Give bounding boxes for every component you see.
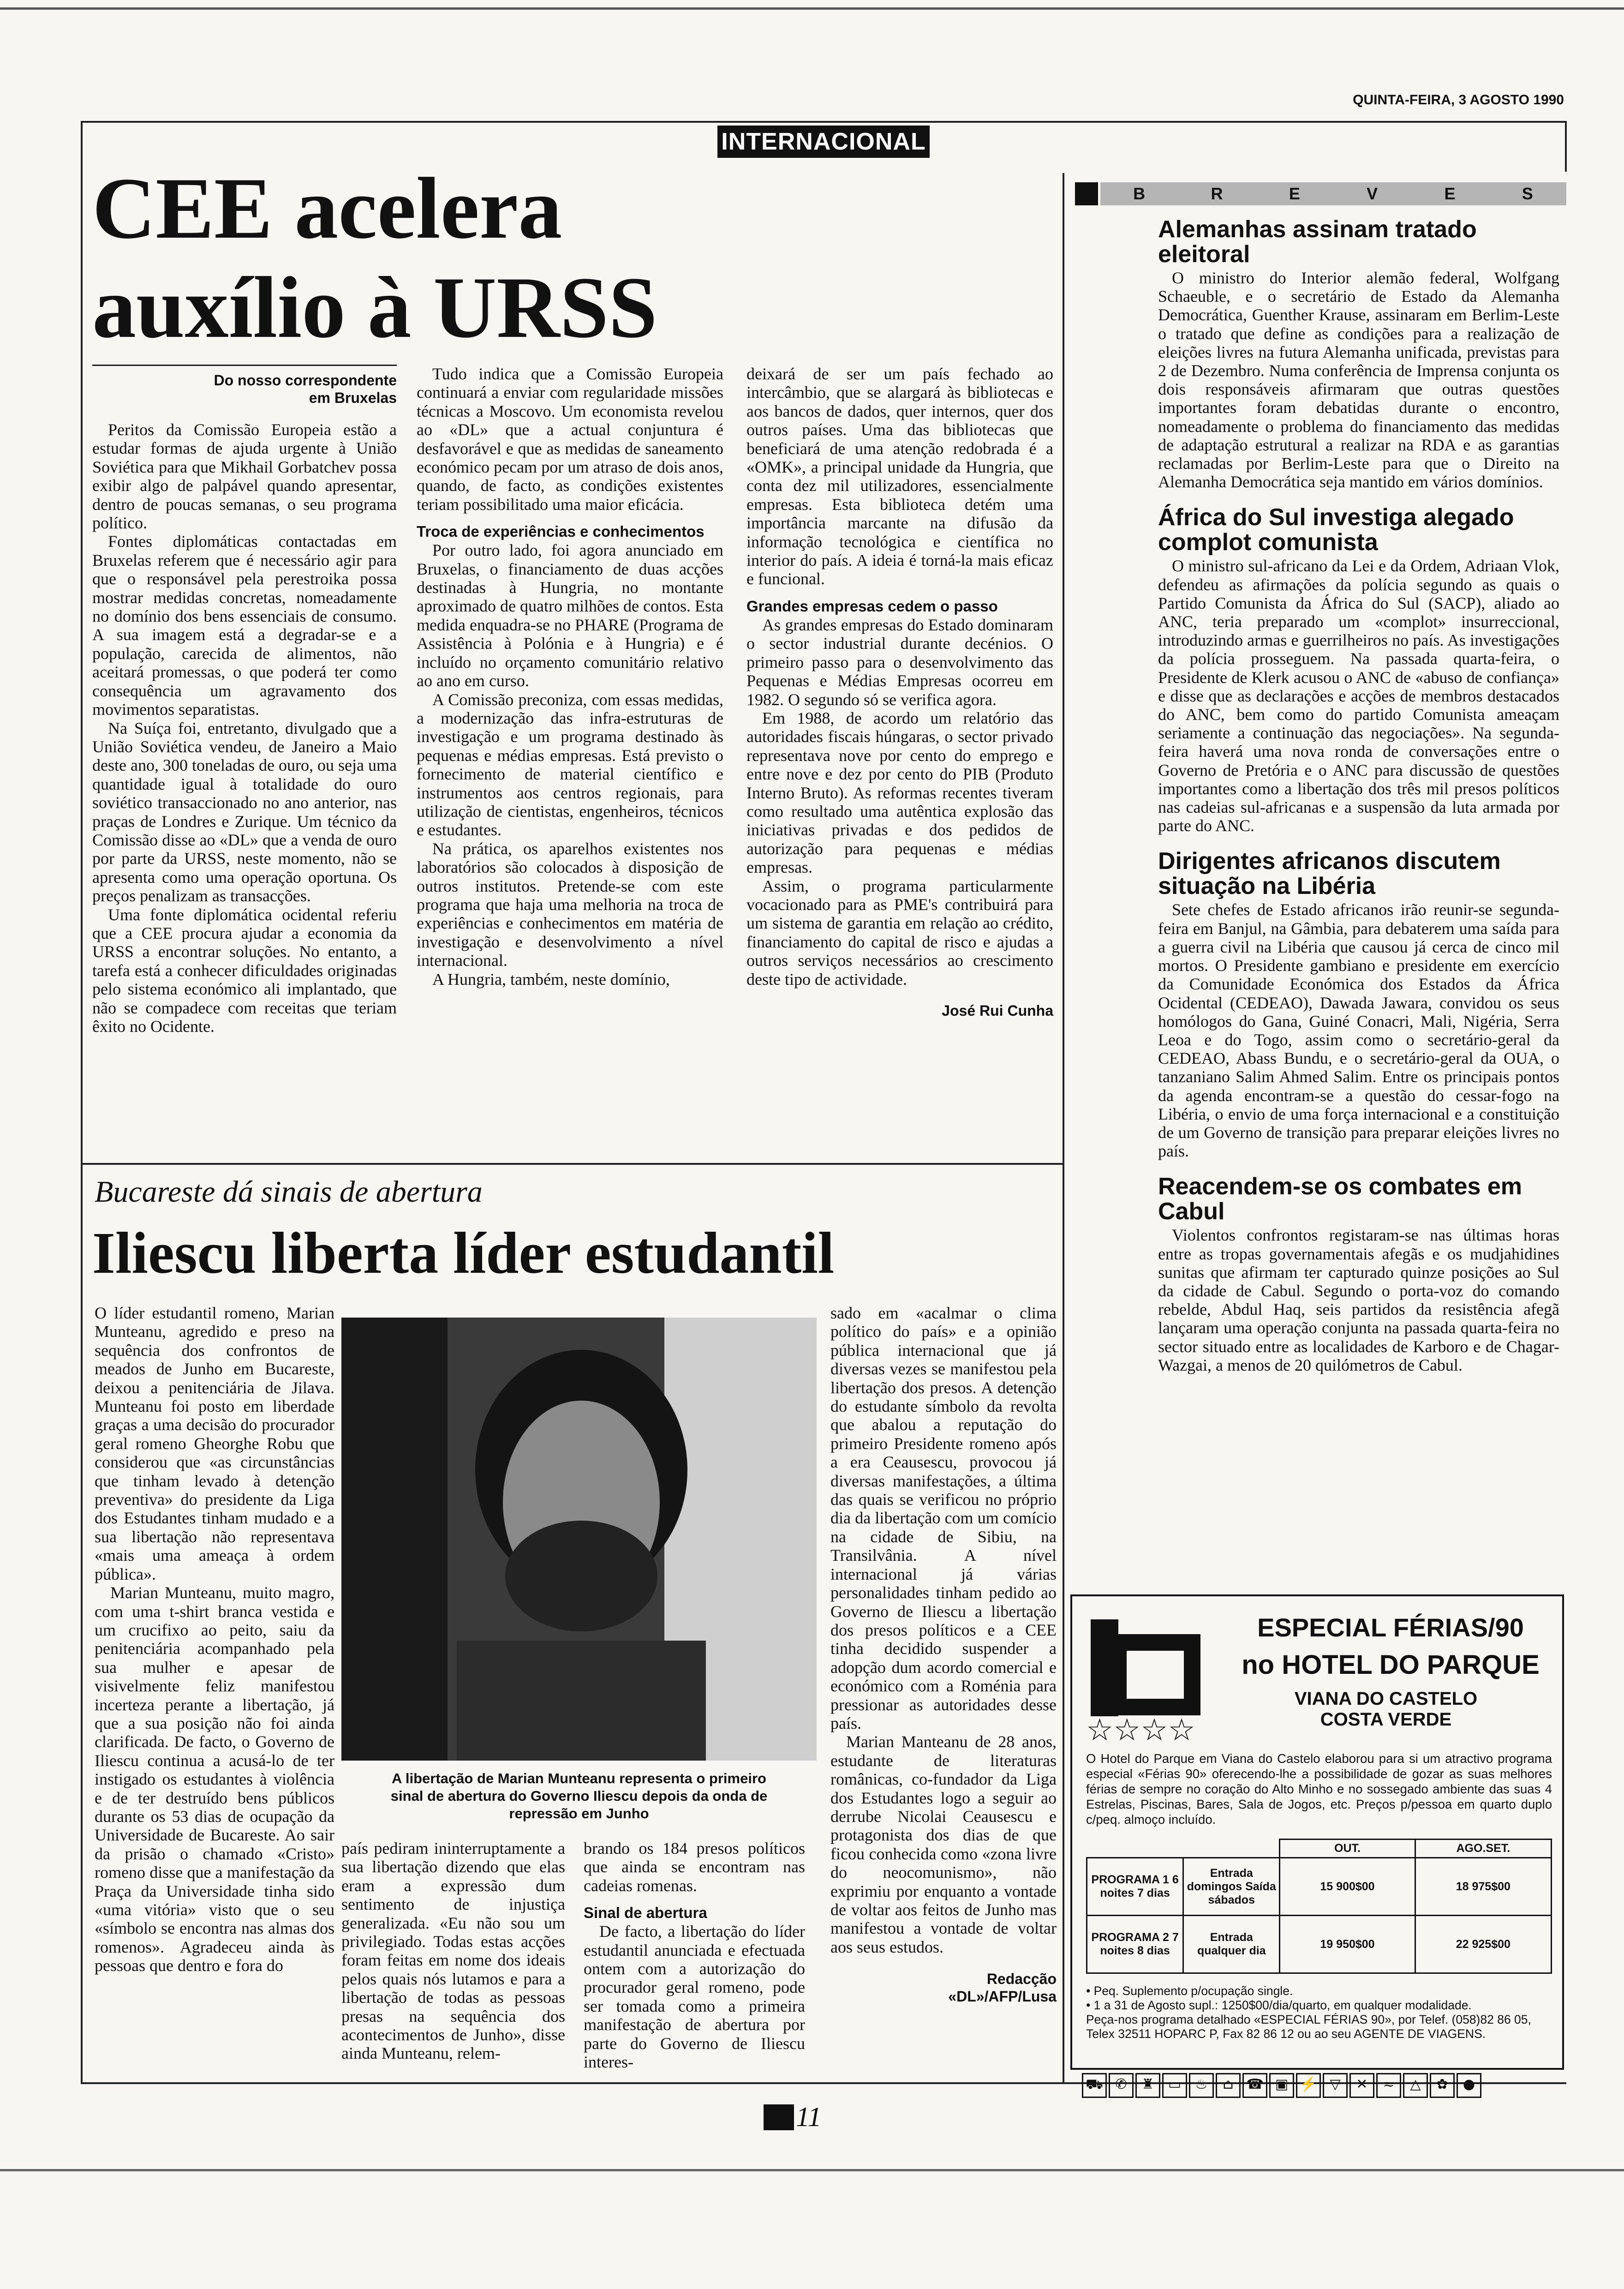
table-row xyxy=(1087,1858,1552,1916)
left-column-divider xyxy=(1063,173,1064,2084)
telephone-icon: ☎ xyxy=(1242,2073,1267,2098)
paragraph: Na Suíça foi, entretanto, divulgado que a União Soviética vendeu, de Janeiro a Maio deste ano, 300 toneladas de ouro, ou seja uma quantidade igual à totalidade do ouro soviético transaccionado no ano anterior, nas praças de Londres e Zurique. Um técnico da Comissão disse ao «DL» que a venda de ouro por parte da URSS, neste momento, não se apresenta como uma operação oportuna. Os preços penalizam as transacções. xyxy=(92,719,397,905)
wine-icon: ▽ xyxy=(1323,2073,1348,2098)
restaurant-icon: ⌂ xyxy=(1216,2073,1241,2098)
signature: José Rui Cunha xyxy=(942,1002,1053,1019)
byline-line-1: Do nosso correspondente xyxy=(214,372,397,389)
laundry-icon: ✿ xyxy=(1430,2073,1455,2098)
table-header: AGO.SET. xyxy=(1415,1840,1551,1858)
breves-letter: V xyxy=(1367,184,1378,203)
bath-icon: ♨ xyxy=(1189,2073,1214,2098)
subhead: Sinal de abertura xyxy=(584,1904,707,1922)
second-story-col-2 xyxy=(341,1839,565,2097)
entry-cell: Entrada domingos Saída sábados xyxy=(1183,1858,1280,1916)
voltage-icon: ⚡ xyxy=(1296,2073,1321,2098)
ad-note: • 1 a 31 de Agosto supl.: 1250$00/dia/quarto, em qualquer modalidade. xyxy=(1086,1998,1472,2012)
frame-right xyxy=(1565,121,1567,172)
second-story-col-3 xyxy=(584,1839,805,2097)
price-table xyxy=(1086,1839,1552,1974)
breves-square xyxy=(1075,182,1098,205)
paragraph: Por outro lado, foi agora anunciado em Bruxelas, o financiamento de duas acções destinadas à Hungria, no montante aproximado de quatro milhões de contos. Esta medida enquadra-se no PHARE (Programa de Assistência à Polónia e à Hungria) e é incluído no orçamento comunitário relativo ao ano em curso. xyxy=(417,541,723,690)
paragraph: De facto, a libertação do líder estudantil anunciada e efectuada ontem com a autorização do procurador geral romeno, pode ser tomada como a primeira manifestação de abertura por parte do Governo de Iliescu interes- xyxy=(584,1922,805,2072)
second-story-col-4 xyxy=(830,1304,1057,2097)
signature xyxy=(830,1970,1057,2005)
tv-set-icon: ▣ xyxy=(1269,2073,1294,2098)
paragraph: país pediram ininterruptamente a sua libertação dizendo que elas eram a expressão dum sentimento de injustiça generalizada. «Eu não sou um privilegiado. Todas estas acções foram feitas em nome dos ideais pelos quais nós lutamos e para a libertação de todas as pessoas presas na sequência dos acontecimentos de Junho», disse ainda Munteanu, relem- xyxy=(341,1839,565,2063)
breves-letter: S xyxy=(1522,184,1533,203)
main-headline xyxy=(92,159,784,358)
paragraph: Peritos da Comissão Europeia estão a estudar formas de ajuda urgente à União Soviética para que Mikhail Gorbatchev possa exibir algo de palpável quando apresentar, dentro de poucas semanas, o seu programa político. xyxy=(92,420,397,533)
table-row xyxy=(1087,1916,1552,1973)
photo-caption: A libertação de Marian Munteanu representa o primeiro sinal de abertura do Governo Iliescu depois da onda de repressão em Junho xyxy=(390,1770,768,1822)
breves-letter: E xyxy=(1289,184,1300,203)
paragraph: Fontes diplomáticas contactadas em Bruxelas referem que é necessário agir para que o responsável pela perestroika possa mostrar medidas concretas, nomeadamente no domínio dos bens essenciais de consumo. A sua imagem está a degradar-se e a população, carecida de alimentos, não aceitará promessas, o que poderá ter como consequência um agravamento dos movimentos separatistas. xyxy=(92,532,397,719)
paragraph: As grandes empresas do Estado dominaram o sector industrial durante decénios. O primeiro passo para o desenvolvimento das Pequenas e Médias Empresas ocorreu em 1982. O segundo só se verifica agora. xyxy=(746,615,1053,709)
headline-line-2: auxílio à URSS xyxy=(92,259,657,356)
main-story-col-1 xyxy=(92,372,397,1142)
section-label: INTERNACIONAL xyxy=(717,126,930,158)
brief-title: Dirigentes africanos discutem situação na Libéria xyxy=(1158,848,1501,900)
paragraph: sado em «acalmar o clima político do país» e a opinião pública internacional que já diversas vezes se manifestou pela libertação dos presos. A detenção do estudante símbolo da revolta que abalou a reputação do primeiro Presidente romeno após a era Ceausescu, provocou já diversas manifestações, a última das quais se verificou no próprio dia da libertação com um comício na cidade de Sibiu, na Transilvânia. A nível internacional já várias personalidades tinham pedido ao Governo de Iliescu a libertação dos presos políticos e a CEE tinha decidido suspender a adopção dum acordo comercial e económico com a Roménia para pressionar as autoridades desse país. xyxy=(830,1304,1057,1732)
amenity-icons xyxy=(1082,2073,1571,2101)
subhead: Troca de experiências e conhecimentos xyxy=(417,523,705,540)
phone-icon: ✆ xyxy=(1109,2073,1134,2098)
ad-hotel: no HOTEL DO PARQUE xyxy=(1242,1650,1540,1680)
price-out-cell: 19 950$00 xyxy=(1280,1916,1415,1973)
story-divider xyxy=(81,1163,1063,1165)
paragraph: deixará de ser um país fechado ao intercâmbio, que se alargará às bibliotecas e aos bancos de dados, quer internos, quer dos outros países. Uma das bibliotecas que beneficiará de uma atenção redobrada é a «OMK», a principal unidade da Hungria, que conta dez mil utilizadores, essencialmente empresas. Esta biblioteca detém uma importância marcante na difusão da informação tecnológica e científica no interior do país. A ideia é torná-la mais eficaz e funcional. xyxy=(746,365,1053,588)
hotel-ad xyxy=(1070,1594,1564,2070)
signature-line-1: Redacção xyxy=(986,1971,1057,1988)
frame-top xyxy=(81,121,1566,123)
brief-item xyxy=(1158,1174,1559,1374)
subhead: Grandes empresas cedem o passo xyxy=(746,597,998,615)
second-headline: Iliescu liberta líder estudantil xyxy=(92,1220,835,1286)
breves-letter: R xyxy=(1211,184,1223,203)
breves-column xyxy=(1158,217,1559,1583)
ad-title: ESPECIAL FÉRIAS/90 xyxy=(1257,1613,1524,1642)
paragraph: Uma fonte diplomática ocidental referiu que a CEE procura ajudar a economia da URSS a encontrar soluções. No entanto, a tarefa está a conhecer dificuldades originadas pelo sistema económico ali implantado, que não se compadece com receitas que teriam êxito no Ocidente. xyxy=(92,905,397,1036)
dl-logo xyxy=(764,2104,794,2130)
ad-note: Peça-nos programa detalhado «ESPECIAL FÉRIAS 90», por Telef. (058)82 86 05, Telex 32511 HOPARC P, Fax 82 86 12 ou ao seu AGENTE DE VIAGENS. xyxy=(1086,2013,1531,2041)
frame-left xyxy=(81,121,83,2082)
paragraph: Marian Manteanu de 28 anos, estudante de literaturas românicas, co-fundador da Liga dos Estudantes logo a seguir ao derrube Nicolai Ceausescu e protagonista dos dias de que ficou conhecida como «zona livre do neocomunismo», não exprimiu por enquanto a vontade de voltar aos feitos de Junho mas manifestou a vontade de voltar aos seus estudos. xyxy=(830,1732,1057,1956)
second-kicker: Bucareste dá sinais de abertura xyxy=(95,1175,483,1209)
munteanu-photo xyxy=(341,1318,817,1761)
byline-line-2: em Bruxelas xyxy=(309,389,397,406)
breves-letter: B xyxy=(1133,184,1146,203)
signature-line-2: «DL»/AFP/Lusa xyxy=(948,1988,1057,2005)
entry-cell: Entrada qualquer dia xyxy=(1183,1916,1280,1973)
table-header: OUT. xyxy=(1280,1840,1415,1858)
no-smoking-icon: ✕ xyxy=(1349,2073,1374,2098)
table-header xyxy=(1183,1840,1280,1858)
brief-body: O ministro sul-africano da Lei e da Ordem, Adriaan Vlok, defendeu as afirmações da polícia segundo as quais o Partido Comunista da África do Sul (SACP), aliado ao ANC, teria preparado um «complot» insurreccional, introduzindo armas e guerrilheiros no país. As investigações da polícia prosseguem. Na passada quarta-feira, o Presidente de Klerk acusou o ANC de «abuso de confiança» e disse que as declarações e acções de membros destacados do ANC, bem como do partido Comunista ameaçam seriamente a continuação das negociações». Na segunda-feira haverá uma nova ronda de conversações entre o Governo de Pretória e o ANC para discussão de questões importantes como a libertação dos três mil presos políticos nas cadeias sul-africanas e a suspensão da luta armada por parte do ANC. xyxy=(1158,557,1559,835)
ad-intro: O Hotel do Parque em Viana do Castelo elaborou para si um atractivo programa especial «Férias 90» oferecendo-lhe a possibilidade de gozar as suas melhores férias de sempre no coração do Alto Minho e no sossegado ambiente das suas 4 Estrelas, Piscinas, Bares, Sala de Jogos, etc. Preços p/pessoa em quarto duplo c/peq. almoço incluído. xyxy=(1086,1751,1552,1827)
program-cell: PROGRAMA 2 7 noites 8 dias xyxy=(1087,1916,1183,1973)
brief-title: Alemanhas assinam tratado eleitoral xyxy=(1158,216,1477,268)
paragraph: A Comissão preconiza, com essas medidas, a modernização das infra-estruturas de investigação e um programa destinado às pequenas e médias empresas. Está previsto o fornecimento de material científico e instrumentos aos centros regionais, para utilização de cientistas, engenheiros, técnicos e estudantes. xyxy=(417,690,723,839)
brief-body: O ministro do Interior alemão federal, Wolfgang Schaeuble, e o secretário de Estado da Alemanha Democrática, Guenther Krause, assinaram em Berlim-Leste o tratado que define as condições para a realização de eleições livres na futura Alemanha unificada, previstas para 2 de Dezembro. Numa conferência de Imprensa conjunta os dois responsáveis afirmaram que outras questões importantes foram debatidas durante o encontro, nomeadamente o problema do financiamento das medidas de adaptação estrutural a realizar na RDA e as garantias reclamadas por Berlim-Leste para que o Direito na Alemanha Democrática seja mantido em vários domínios. xyxy=(1158,269,1559,491)
top-border xyxy=(0,7,1624,10)
program-cell: PROGRAMA 1 6 noites 7 dias xyxy=(1087,1858,1183,1916)
tv-icon: ▭ xyxy=(1162,2073,1187,2098)
hairdryer-icon: △ xyxy=(1403,2073,1428,2098)
breves-bar xyxy=(1100,182,1566,205)
paragraph: O líder estudantil romeno, Marian Munteanu, agredido e preso na sequência dos confrontos de meados de Junho em Bucareste, deixou a penitenciária de Jilava. Munteanu foi posto em liberdade graças a uma decisão do procurador geral romeno Gheorghe Robu que considerou que «as circunstâncias que tinham levado à detenção preventiva» do presidente da Liga dos Estudantes tinham mudado e a sua libertação não representava «mais uma ameaça à ordem pública». xyxy=(95,1304,334,1583)
paragraph: A Hungria, também, neste domínio, xyxy=(432,970,670,989)
ad-note: • Peq. Suplemento p/ocupação single. xyxy=(1086,1984,1293,1998)
brief-item xyxy=(1158,217,1559,491)
breves-letter: E xyxy=(1444,184,1456,203)
main-story-col-3 xyxy=(746,365,1053,1144)
paragraph: Tudo indica que a Comissão Europeia continuará a enviar com regularidade missões técnicas a Moscovo. Um economista revelou ao «DL» que a actual conjuntura é desfavorável e que as medidas de saneamento económico pecam por um atraso de dois anos, quando, de facto, as condições existentes teriam possibilitado uma maior eficácia. xyxy=(417,365,723,514)
table-header xyxy=(1087,1840,1183,1858)
brief-item xyxy=(1158,505,1559,835)
paragraph: Em 1988, de acordo um relatório das autoridades fiscais húngaras, o sector privado representava nove por cento do emprego e entre nove e dez por cento do PIB (Produto Interno Bruto). As reformas recentes tiveram como resultado uma autêntica explosão das iniciativas privadas e dos pedidos de autorização para pequenas e médias empresas. xyxy=(746,708,1053,877)
brief-body: Sete chefes de Estado africanos irão reunir-se segunda-feira em Banjul, na Gâmbia, para debaterem uma saída para a guerra civil na Libéria que causou já cerca de cinco mil mortos. O Presidente gambiano e presidente em exercício da Comunidade Económica dos Estados da África Ocidental (CEDEAO), Dawada Jawara, convidou os seus homólogos do Gana, Guiné Conacri, Mali, Nigéria, Serra Leoa e do Togo, assim como o secretário-geral da CEDEAO, Abass Bundu, e o secretário-geral da OUA, o tanzaniano Salim Ahmed Salim. Entre os principais pontos da agenda encontram-se a questão do cessar-fogo na Libéria, o envio de uma força internacional e a constituição de um Governo de transição para preparar eleições livres no país. xyxy=(1158,900,1559,1161)
headline-rule xyxy=(92,365,397,366)
star-rating: ☆☆☆☆ xyxy=(1086,1712,1195,1748)
pool-icon: ≈ xyxy=(1376,2073,1401,2098)
second-story-col-1 xyxy=(95,1304,334,2102)
brief-item xyxy=(1158,849,1559,1160)
page-date: QUINTA-FEIRA, 3 AGOSTO 1990 xyxy=(1353,92,1564,108)
price-agoset-cell: 18 975$00 xyxy=(1415,1858,1551,1916)
paragraph: Na prática, os aparelhos existentes nos laboratórios são colocados à disposição de outros institutos. Pretende-se com este programa que haja uma melhoria na troca de experiências e conhecimentos em matéria de investigação e desenvolvimento a nível internacional. xyxy=(417,839,723,970)
bar-icon: ♜ xyxy=(1135,2073,1160,2098)
brief-body: Violentos confrontos registaram-se nas últimas horas entre as tropas governamentais afegãs e os mudjahidines sunitas que afirmam ter capturado quinze posições ao Sul da cidade de Cabul. Segundo o porta-voz do comando rebelde, Abdul Haq, seis partidos da resistência afegã lançaram uma operação conjunta na passada quarta-feira no sector situado entre as localidades de Karboro e de Chagar-Wazgai, a menos de 20 quilómetros de Cabul. xyxy=(1158,1226,1559,1374)
paragraph: Marian Munteanu, muito magro, com uma t-shirt branca vestida e um crucifixo ao peito, saiu da penitenciária acompanhado pela sua mulher e apesar de visivelmente feliz manifestou incerteza perante a libertação, já que a sua posição não foi ainda clarificada. De facto, o Governo de Iliescu continua a acusá-lo de ter instigado os estudantes à violência e de ter destruído bens públicos durante os 53 dias de ocupação da Universidade de Bucareste. Ao sair da prisão o chamado «Cristo» romeno disse que a manifestação da Praça da Universidade tinha sido «uma vitória» visto que o seu «símbolo se encontra nas almas dos romenos». Agradeceu ainda às pessoas que dentro e fora do xyxy=(95,1583,334,1975)
byline xyxy=(92,372,397,407)
ad-location-2: COSTA VERDE xyxy=(1320,1709,1452,1730)
price-out-cell: 15 900$00 xyxy=(1280,1858,1415,1916)
brief-title: Reacendem-se os combates em Cabul xyxy=(1158,1173,1522,1225)
headline-line-1: CEE acelera xyxy=(92,160,562,257)
main-story-col-2 xyxy=(417,365,723,1144)
car-icon: ⛟ xyxy=(1082,2073,1107,2098)
ad-notes xyxy=(1086,1984,1552,2041)
brief-title: África do Sul investiga alegado complot comunista xyxy=(1158,504,1514,556)
portrait-illustration xyxy=(341,1318,817,1761)
paragraph: Assim, o programa particularmente vocacionado para as PME's contribuirá para um sistema de garantia em relação ao crédito, financiamento do capital de risco e ajudas a outros serviços necessários ao crescimento deste tipo de actividade. xyxy=(746,876,1053,989)
ad-location-1: VIANA DO CASTELO xyxy=(1294,1689,1478,1709)
price-agoset-cell: 22 925$00 xyxy=(1415,1916,1551,1973)
info-icon: ● xyxy=(1457,2073,1481,2098)
bottom-border xyxy=(0,2169,1624,2171)
page-number: 11 xyxy=(796,2102,822,2132)
paragraph: brando os 184 presos políticos que ainda se encontram nas cadeias romenas. xyxy=(584,1839,805,1895)
